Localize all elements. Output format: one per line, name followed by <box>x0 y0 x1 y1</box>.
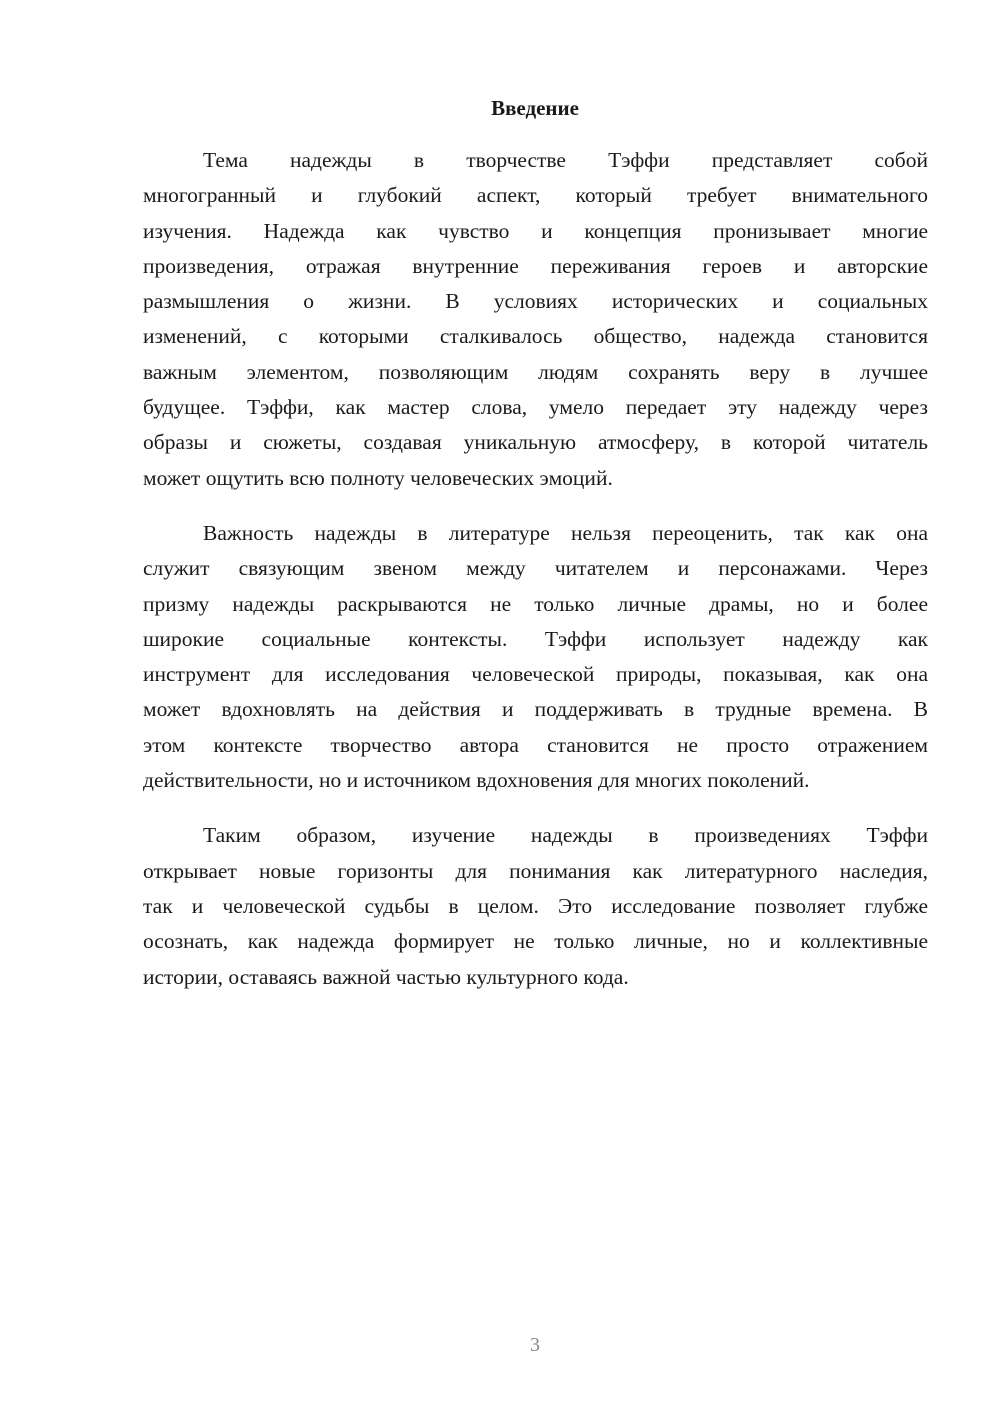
page-number: 3 <box>530 1334 540 1356</box>
text-line: размышления о жизни. В условиях исторических и социальных <box>143 289 928 314</box>
text-line: широкие социальные контексты. Тэффи использует надежду как <box>143 626 928 651</box>
text-line: служит связующим звеном между читателем и персонажами. Через <box>143 556 928 581</box>
text-line: открывает новые горизонты для понимания как литературного наследия, <box>143 858 928 883</box>
text-line: так и человеческой судьбы в целом. Это исследование позволяет глубже <box>143 893 928 918</box>
page-title: Введение <box>491 96 579 120</box>
text-line: Важность надежды в литературе нельзя переоценить, так как она <box>203 520 928 545</box>
text-line: инструмент для исследования человеческой природы, показывая, как она <box>143 662 928 687</box>
text-line: действительности, но и источником вдохновения для многих поколений. <box>143 768 810 793</box>
text-line: призму надежды раскрываются не только личные драмы, но и более <box>143 591 928 616</box>
paragraph <box>143 818 928 994</box>
paragraph <box>143 516 928 798</box>
text-line: истории, оставаясь важной частью культурного кода. <box>143 964 629 989</box>
text-line: образы и сюжеты, создавая уникальную атмосферу, в которой читатель <box>143 430 928 455</box>
text-line: Таким образом, изучение надежды в произведениях Тэффи <box>203 823 928 848</box>
document-body <box>143 143 928 1015</box>
text-line: этом контексте творчество автора становится не просто отражением <box>143 732 928 757</box>
text-line: осознать, как надежда формирует не только личные, но и коллективные <box>143 929 928 954</box>
text-line: многогранный и глубокий аспект, который требует внимательного <box>143 183 928 208</box>
paragraph <box>143 143 928 496</box>
text-line: важным элементом, позволяющим людям сохранять веру в лучшее <box>143 359 928 384</box>
text-line: будущее. Тэффи, как мастер слова, умело передает эту надежду через <box>143 395 928 420</box>
text-line: изучения. Надежда как чувство и концепция пронизывает многие <box>143 218 928 243</box>
text-line: изменений, с которыми сталкивалось общество, надежда становится <box>143 324 928 349</box>
text-line: может вдохновлять на действия и поддерживать в трудные времена. В <box>143 697 928 722</box>
text-line: может ощутить всю полноту человеческих эмоций. <box>143 465 613 490</box>
text-line: произведения, отражая внутренние переживания героев и авторские <box>143 253 928 278</box>
text-line: Тема надежды в творчестве Тэффи представляет собой <box>203 148 928 172</box>
